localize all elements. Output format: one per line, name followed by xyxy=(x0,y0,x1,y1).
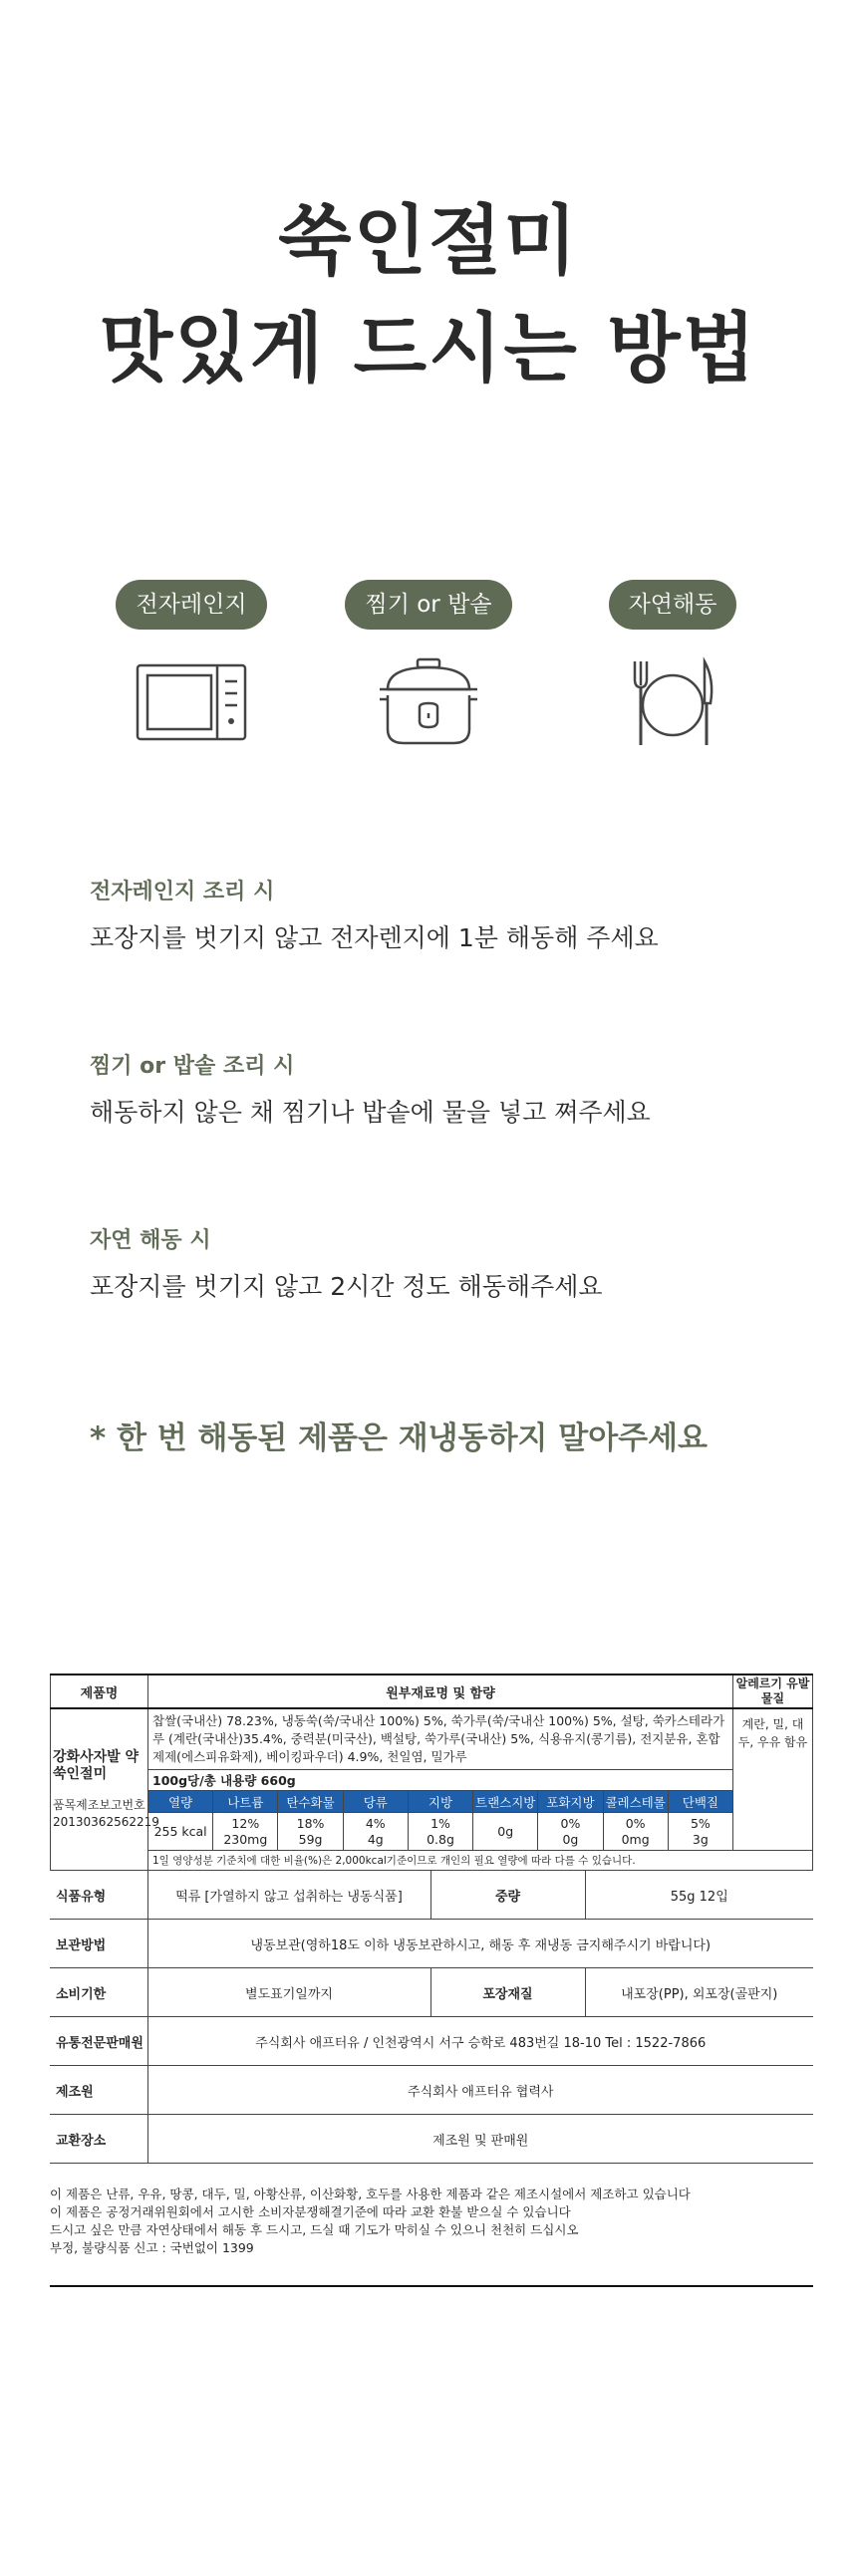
nutrient-amount: 230mg xyxy=(223,1831,268,1847)
product-cell xyxy=(51,1708,159,1871)
method-rice-cooker xyxy=(339,580,518,751)
exchange-label: 교환장소 xyxy=(50,2115,147,2164)
daily-value-note: 1일 영양성분 기준치에 대한 비율(%)은 2,000kcal기준이므로 개인의 필요 열량에 따라 다를 수 있습니다. xyxy=(148,1851,813,1871)
report-number-label: 품목제조보고번호 xyxy=(53,1797,145,1812)
nutrient-daily-value: 18% xyxy=(296,1815,325,1831)
nutrient-amount: 0mg xyxy=(621,1831,650,1847)
step-title: 전자레인지 조리 시 xyxy=(90,880,275,904)
food-type-label: 식품유형 xyxy=(50,1871,147,1920)
nutrient-amount: 0g xyxy=(562,1831,579,1847)
method-pill-microwave: 전자레인지 xyxy=(116,580,266,630)
report-number: 20130362562219 xyxy=(53,1814,159,1829)
manufacturer-label: 제조원 xyxy=(50,2066,147,2115)
step-description: 포장지를 벗기지 않고 전자렌지에 1분 해동해 주세요 xyxy=(90,923,659,952)
nutrient-daily-value: 12% xyxy=(231,1815,260,1831)
nutrient-name: 열량 xyxy=(148,1791,213,1813)
storage-value: 냉동보관(영하18도 이하 냉동보관하시고, 해동 후 재냉동 금지해주시기 바랍니다) xyxy=(147,1920,813,1968)
nutrient-value xyxy=(668,1813,732,1851)
nutrient-amount: 59g xyxy=(298,1831,323,1847)
nutrient-value xyxy=(408,1813,472,1851)
label-notes xyxy=(50,2186,813,2257)
weight-label: 중량 xyxy=(430,1871,585,1920)
nutrient-name: 단백질 xyxy=(668,1791,732,1813)
step-description: 포장지를 벗기지 않고 2시간 정도 해동해주세요 xyxy=(90,1272,603,1301)
microwave-icon xyxy=(132,655,251,745)
nutrient-amount: 3g xyxy=(692,1831,709,1847)
nutrient-daily-value: 1% xyxy=(430,1815,450,1831)
weight-value: 55g 12입 xyxy=(585,1871,813,1920)
hero-line-2: 맛있게 드시는 방법 xyxy=(99,304,758,392)
nutrient-value-row xyxy=(51,1813,813,1851)
method-natural-thaw xyxy=(583,580,762,751)
header-ingredients: 원부재료명 및 함량 xyxy=(148,1674,733,1708)
method-icons xyxy=(0,580,857,769)
packaging-value: 내포장(PP), 외포장(골판지) xyxy=(585,1968,813,2017)
refreeze-notice: * 한 번 해동된 제품은 재냉동하지 말아주세요 xyxy=(90,1420,708,1456)
nutrient-name: 트랜스지방 xyxy=(473,1791,538,1813)
distributor-label: 유통전문판매원 xyxy=(50,2017,147,2066)
note-line: 이 제품은 공정거래위원회에서 고시한 소비자분쟁해결기준에 따라 교환 환불 받으실 수 있습니다 xyxy=(50,2204,571,2219)
expiry-value: 별도표기일까지 xyxy=(147,1968,430,2017)
nutrient-value xyxy=(343,1813,408,1851)
nutrient-daily-value: 0% xyxy=(625,1815,646,1831)
rice-cooker-icon xyxy=(374,655,483,751)
nutrient-daily-value: 0% xyxy=(560,1815,581,1831)
nutrient-name: 콜레스테롤 xyxy=(603,1791,668,1813)
step-microwave xyxy=(90,877,787,1051)
ingredient-nutrition-table xyxy=(50,1674,813,1871)
step-title: 찜기 or 밥솥 조리 시 xyxy=(90,1054,295,1079)
distributor-value: 주식회사 애프터유 / 인천광역시 서구 승학로 483번길 18-10 Tel : 1522-7866 xyxy=(147,2017,813,2066)
fork-knife-plate-icon xyxy=(623,655,722,751)
hero-title xyxy=(0,187,857,402)
header-product: 제품명 xyxy=(51,1674,148,1708)
nutrient-name: 나트륨 xyxy=(213,1791,278,1813)
nutrient-name: 포화지방 xyxy=(538,1791,603,1813)
product-info-table xyxy=(50,1870,813,2164)
food-type-value: 떡류 [가열하지 않고 섭취하는 냉동식품] xyxy=(147,1871,430,1920)
nutrient-daily-value: 5% xyxy=(690,1815,711,1831)
nutrient-amount: 0.8g xyxy=(427,1831,454,1847)
nutrient-amount: 255 kcal xyxy=(153,1823,207,1839)
exchange-value: 제조원 및 판매원 xyxy=(147,2115,813,2164)
nutrient-value xyxy=(213,1813,278,1851)
step-description: 해동하지 않은 채 찜기나 밥솥에 물을 넣고 쪄주세요 xyxy=(90,1098,651,1127)
method-microwave xyxy=(102,580,281,745)
method-pill-rice-cooker: 찜기 or 밥솥 xyxy=(345,580,511,630)
note-line: 드시고 싶은 만큼 자연상태에서 해동 후 드시고, 드실 때 기도가 막히실 수 있으니 천천히 드십시오 xyxy=(50,2222,579,2237)
ingredients-text: 찹쌀(국내산) 78.23%, 냉동쑥(쑥/국내산 100%) 5%, 쑥가루(쑥/국내산 100%) 5%, 설탕, 쑥카스테라가루 (계란(국내산)35.4%, 중력분(미국산), 백설탕, 쑥가루(국내산) 5%, 식용유지(콩기름), 전지분유, 혼합제제(에스피유화제), 베이킹파우더) 4.9%, 천일염, 밀가루 xyxy=(148,1708,733,1770)
nutrient-name: 당류 xyxy=(343,1791,408,1813)
nutrient-value xyxy=(538,1813,603,1851)
step-steamer xyxy=(90,1051,787,1225)
note-line: 부정, 불량식품 신고 : 국번없이 1399 xyxy=(50,2240,254,2255)
step-title: 자연 해동 시 xyxy=(90,1228,211,1253)
storage-label: 보관방법 xyxy=(50,1920,147,1968)
note-line: 이 제품은 난류, 우유, 땅콩, 대두, 밀, 아황산류, 이산화황, 호두를 사용한 제품과 같은 제조시설에서 제조하고 있습니다 xyxy=(50,2187,691,2201)
cooking-steps xyxy=(90,877,787,1400)
header-allergy: 알레르기 유발물질 xyxy=(733,1674,813,1708)
bottom-rule xyxy=(50,2285,813,2287)
packaging-label: 포장재질 xyxy=(430,1968,585,2017)
nutrient-value xyxy=(603,1813,668,1851)
product-name: 강화사자발 약쑥인절미 xyxy=(53,1748,140,1782)
nutrient-value xyxy=(278,1813,343,1851)
serving-size: 100g당/총 내용량 660g xyxy=(148,1770,733,1791)
manufacturer-value: 주식회사 애프터유 협력사 xyxy=(147,2066,813,2115)
nutrient-amount: 4g xyxy=(367,1831,384,1847)
hero-line-1: 쑥인절미 xyxy=(278,196,579,285)
nutrient-name: 지방 xyxy=(408,1791,472,1813)
expiry-label: 소비기한 xyxy=(50,1968,147,2017)
product-label xyxy=(50,1674,813,2287)
nutrient-name: 탄수화물 xyxy=(278,1791,343,1813)
nutrient-value xyxy=(473,1813,538,1851)
nutrient-amount: 0g xyxy=(497,1823,514,1839)
nutrient-daily-value: 4% xyxy=(365,1815,386,1831)
method-pill-natural-thaw: 자연해동 xyxy=(609,580,737,630)
allergy-text: 계란, 밀, 대두, 우유 함유 xyxy=(733,1708,813,1851)
nutrient-header-row xyxy=(51,1791,813,1813)
step-natural-thaw xyxy=(90,1225,787,1400)
